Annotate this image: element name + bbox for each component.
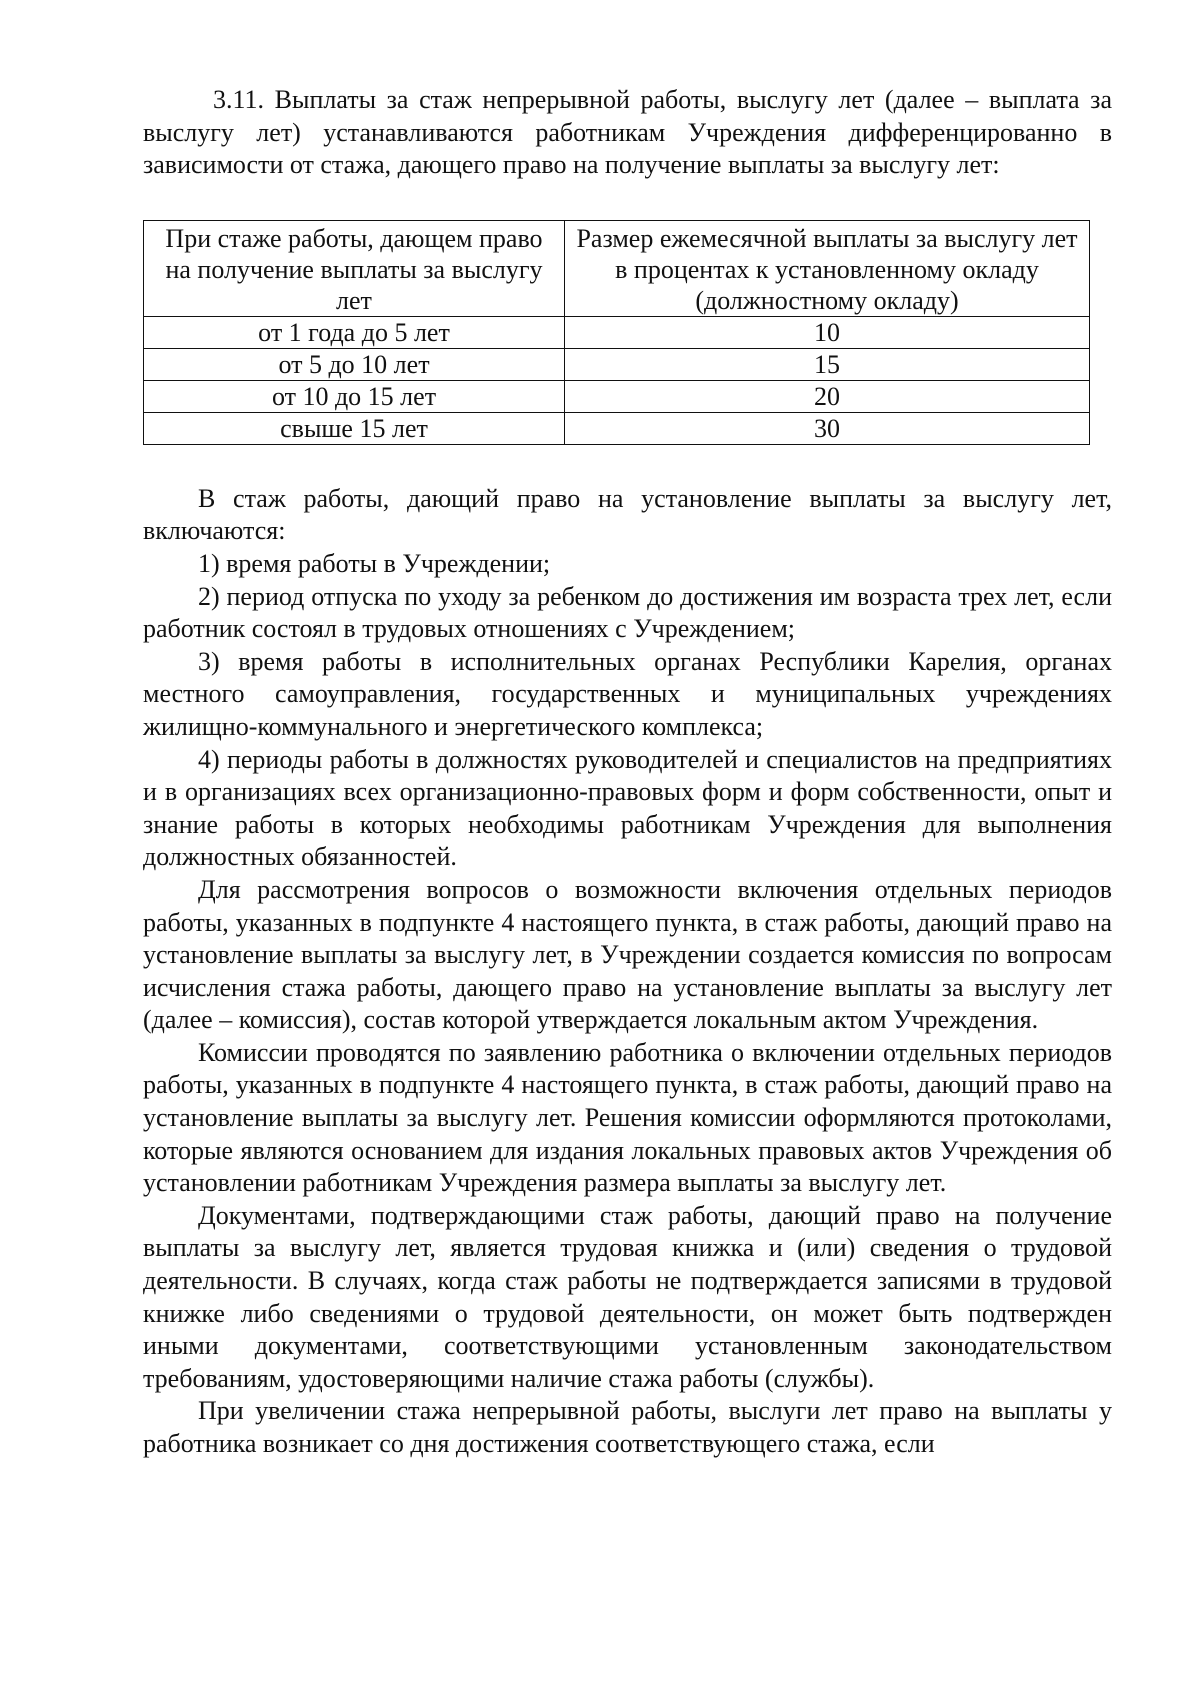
table-header-period: При стаже работы, дающем право на получение выплаты за выслугу лет [144, 220, 565, 316]
commission-meetings-paragraph: Комиссии проводятся по заявлению работника о включении отдельных периодов работы, указанных в подпункте 4 настоящего пункта, в стаж работы, дающий право на установление выплаты за выслугу лет. Решения комиссии оформляются протоколами, которые являются основанием для издания локальных правовых актов Учреждения об установлении работникам Учреждения размера выплаты за выслугу лет. [143, 1037, 1112, 1198]
table-header-percent: Размер ежемесячной выплаты за выслугу лет в процентах к установленному окладу (должностному окладу) [565, 220, 1090, 316]
list-item: 1) время работы в Учреждении; [198, 548, 551, 578]
seniority-increase-paragraph: При увеличении стажа непрерывной работы, выслуги лет право на выплаты у работника возникает со дня достижения соответствующего стажа, если [143, 1396, 1112, 1458]
table-cell-percent: 10 [565, 316, 1090, 348]
table-cell-period: свыше 15 лет [144, 412, 565, 444]
table-row [144, 412, 1090, 444]
table-cell-period: от 10 до 15 лет [144, 380, 565, 412]
section-intro-paragraph: 3.11. Выплаты за стаж непрерывной работы, выслугу лет (далее – выплата за выслугу лет) устанавливаются работникам Учреждения дифференцированно в зависимости от стажа, дающего право на получение выплаты за выслугу лет: [143, 85, 1112, 180]
list-item: 4) периоды работы в должностях руководителей и специалистов на предприятиях и в организациях всех организационно-правовых форм и форм собственности, опыт и знание работы в которых необходимы работникам Учреждения для выполнения должностных обязанностей. [143, 744, 1112, 872]
documents-paragraph: Документами, подтверждающими стаж работы, дающий право на получение выплаты за выслугу лет, является трудовая книжка и (или) сведения о трудовой деятельности. В случаях, когда стаж работы не подтверждается записями в трудовой книжке либо сведениями о трудовой деятельности, он может быть подтвержден иными документами, соответствующими установленным законодательством требованиям, удостоверяющими наличие стажа работы (службы). [143, 1200, 1112, 1393]
includes-intro-paragraph: В стаж работы, дающий право на установление выплаты за выслугу лет, включаются: [143, 483, 1112, 546]
table-header-row [144, 220, 1090, 316]
table-cell-period: от 1 года до 5 лет [144, 316, 565, 348]
table-cell-percent: 15 [565, 348, 1090, 380]
table-cell-period: от 5 до 10 лет [144, 348, 565, 380]
seniority-bonus-table [143, 220, 1090, 445]
list-item: 2) период отпуска по уходу за ребенком до достижения им возраста трех лет, если работник состоял в трудовых отношениях с Учреждением; [143, 581, 1112, 644]
list-item: 3) время работы в исполнительных органах Республики Карелия, органах местного самоуправления, государственных и муниципальных учреждениях жилищно-коммунального и энергетического комплекса; [143, 646, 1112, 741]
commission-paragraph: Для рассмотрения вопросов о возможности включения отдельных периодов работы, указанных в подпункте 4 настоящего пункта, в стаж работы, дающий право на установление выплаты за выслугу лет, в Учреждении создается комиссия по вопросам исчисления стажа работы, дающего право на установление выплаты за выслугу лет (далее – комиссия), состав которой утверждается локальным актом Учреждения. [143, 874, 1112, 1035]
table-row [144, 316, 1090, 348]
table-row [144, 380, 1090, 412]
table-row [144, 348, 1090, 380]
table-cell-percent: 20 [565, 380, 1090, 412]
table-cell-percent: 30 [565, 412, 1090, 444]
